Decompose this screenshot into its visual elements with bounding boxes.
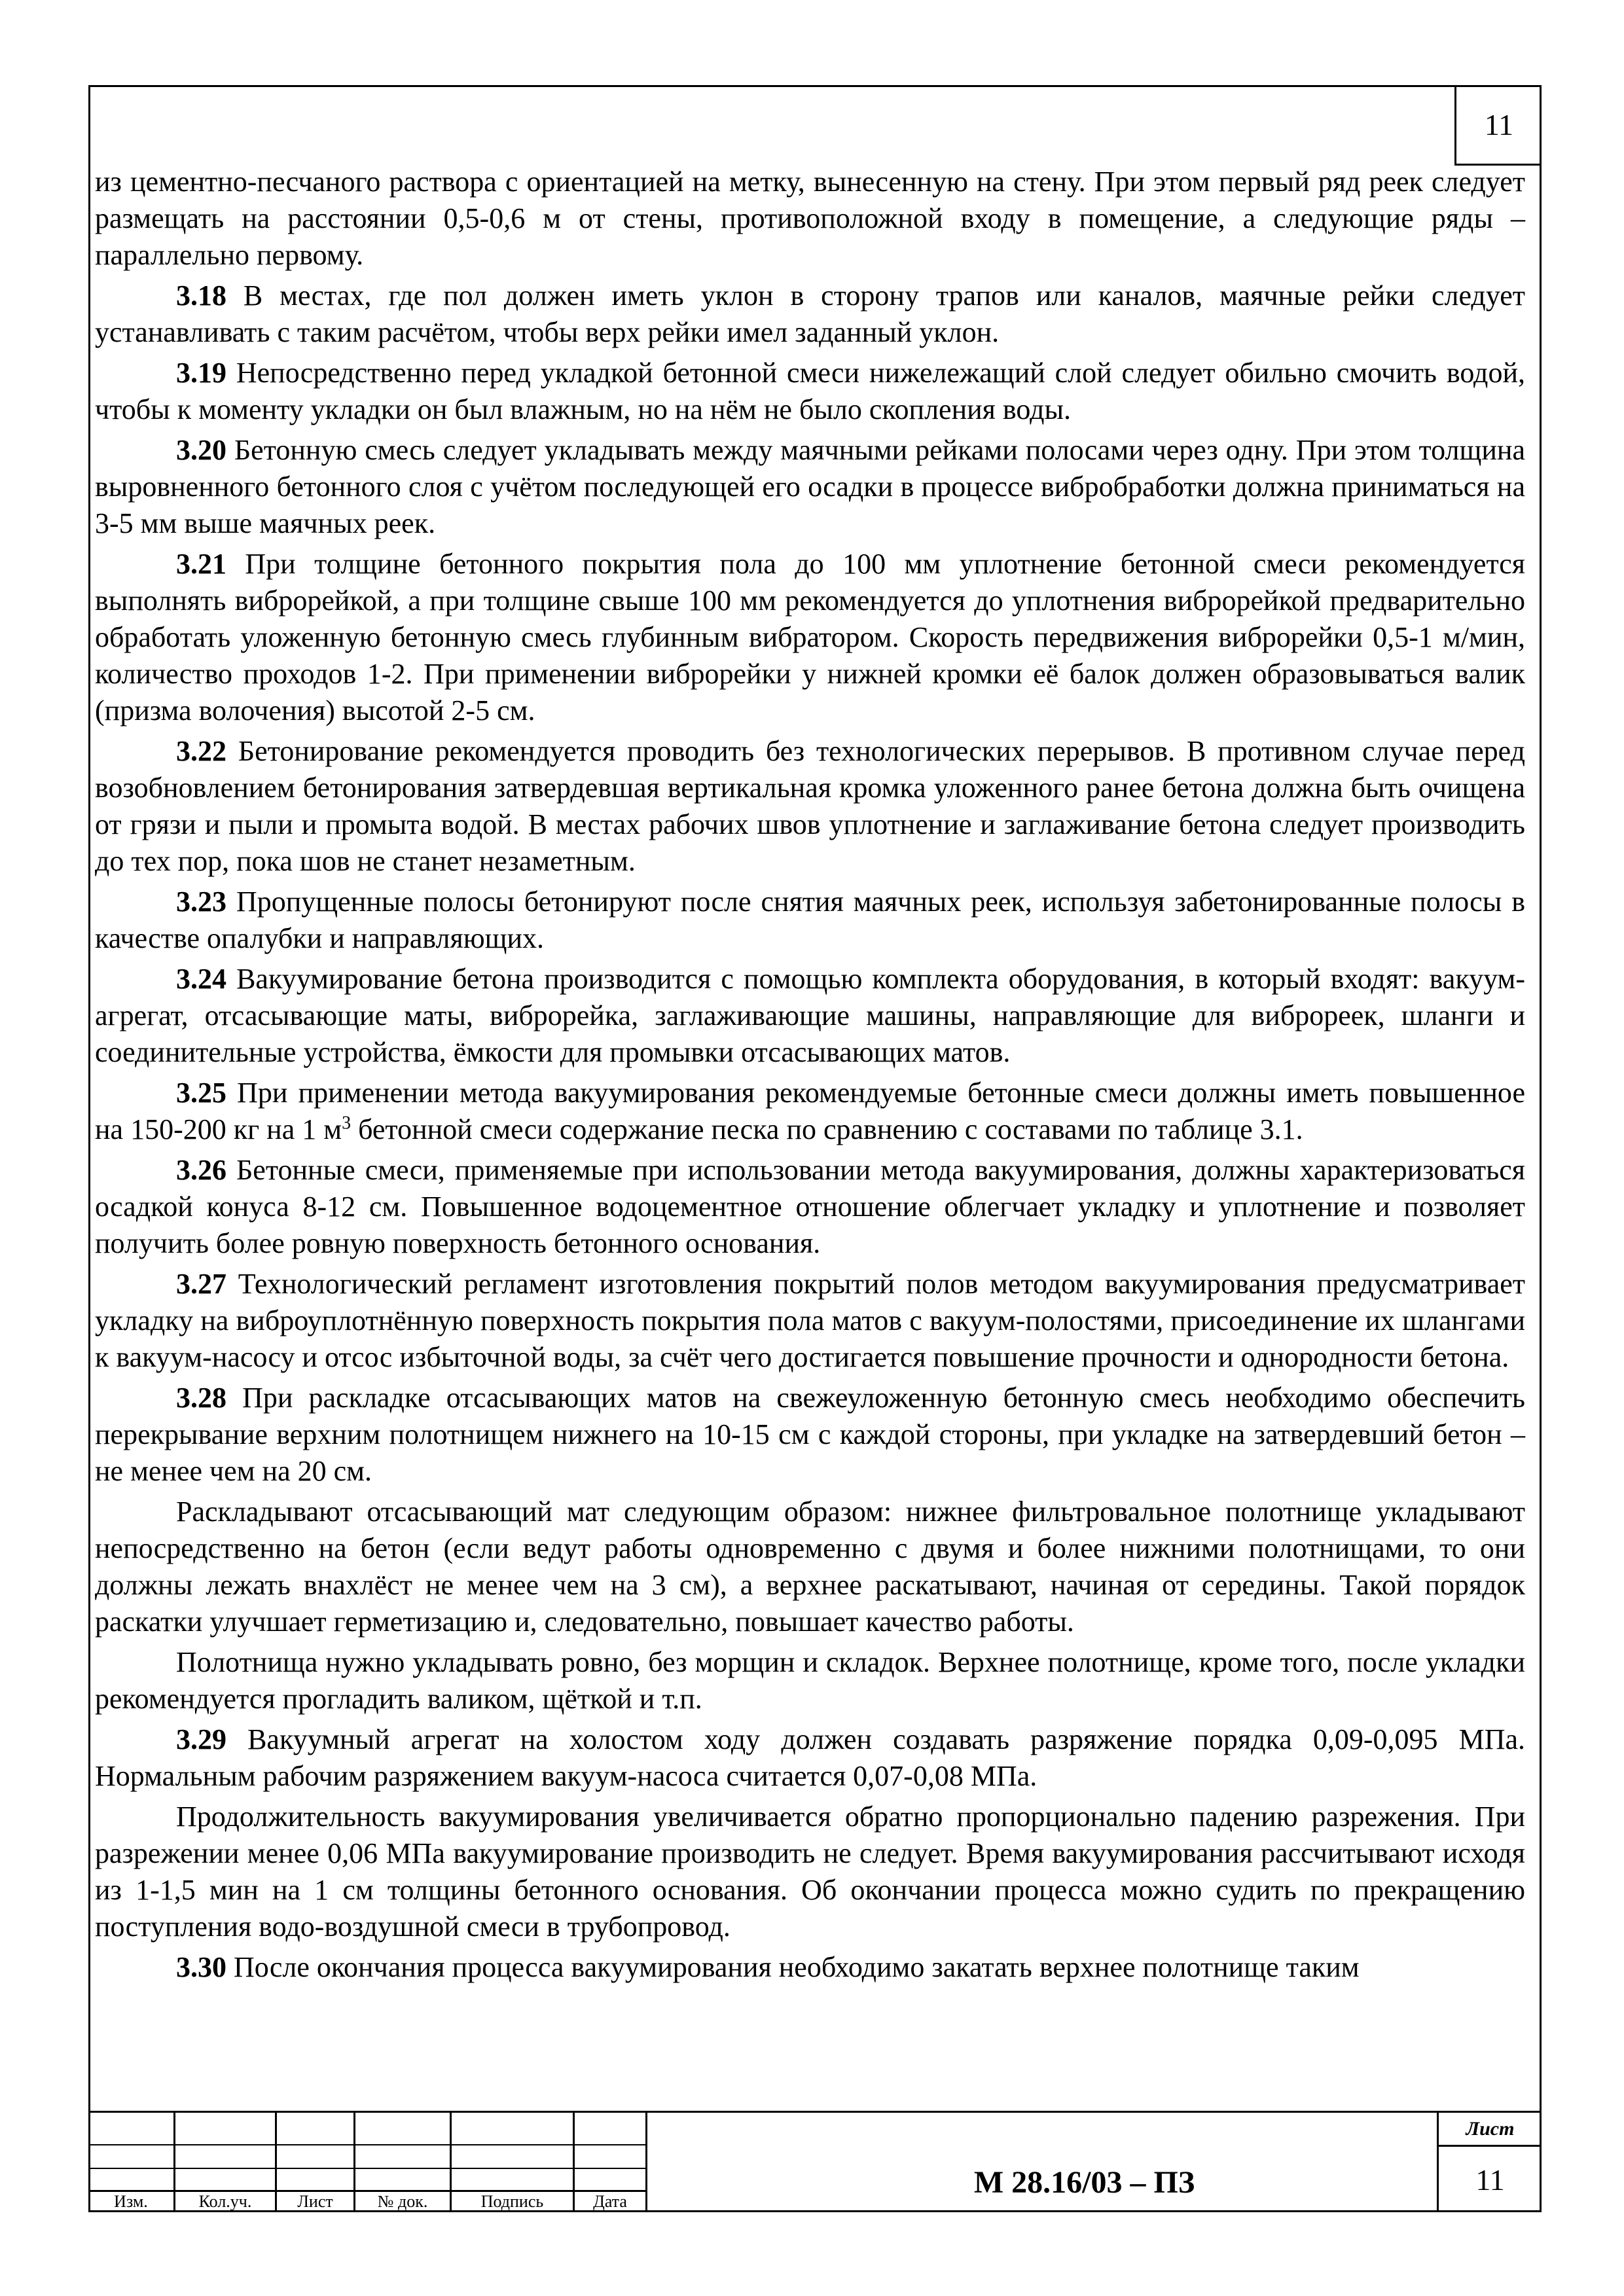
header-sheet: Лист (297, 2192, 333, 2211)
paragraph-3-30 (95, 1949, 1525, 1986)
clause-number: 3.24 (176, 963, 226, 995)
paragraph-3-24 (95, 961, 1525, 1071)
paragraph-3-21 (95, 546, 1525, 729)
paragraph (95, 1494, 1525, 1640)
clause-number: 3.22 (176, 735, 226, 767)
paragraph-text: Раскладывают отсасывающий мат следующим образом: нижнее фильтровальное полотнище укладывают непосредственно на бетон (если ведут работы одновременно с двумя и более нижними полотнищами, то они должны лежать внахлёст не менее чем на 3 см), а верхнее раскатывают, начиная от середины. Такой порядок раскатки улучшает герметизацию и, следовательно, повышает качество работы. (95, 1496, 1525, 1638)
paragraph-text: При толщине бетонного покрытия пола до 100 мм уплотнение бетонной смеси рекомендуется выполнять виброрейкой, а при толщине свыше 100 мм рекомендуется до уплотнения виброрейкой предварительно обработать уложенную бетонную смесь глубинным вибратором. Скорость передвижения виброрейки 0,5-1 м/мин, количество проходов 1-2. При применении виброрейки у нижней кромки её балок должен образовываться валик (призма волочения) высотой 2-5 см. (95, 548, 1525, 726)
clause-number: 3.23 (176, 886, 226, 918)
header-revision: Изм. (114, 2192, 148, 2211)
paragraph-text: При раскладке отсасывающих матов на свежеуложенную бетонную смесь необходимо обеспечить перекрывание верхним полотнищем нижнего на 10-15 см с каждой стороны, при укладке на затвердевший бетон – не менее чем на 20 см. (95, 1382, 1525, 1487)
paragraph-3-23 (95, 884, 1525, 957)
clause-number: 3.19 (176, 357, 226, 389)
clause-number: 3.27 (176, 1268, 226, 1300)
paragraph-text: Вакуумный агрегат на холостом ходу должен создавать разряжение порядка 0,09-0,095 МПа. Нормальным рабочим разряжением вакуум-насоса считается 0,07-0,08 МПа. (95, 1723, 1525, 1792)
clause-number: 3.26 (176, 1154, 226, 1186)
paragraph-text: После окончания процесса вакуумирования необходимо закатать верхнее полотнище таким (226, 1951, 1360, 1983)
paragraph (95, 1644, 1525, 1717)
paragraph-text: Технологический регламент изготовления покрытий полов методом вакуумирования предусматривает укладку на виброуплотнённую поверхность покрытия пола матов с вакуум-полостями, присоединение их шлангами к вакуум-насосу и отсос избыточной воды, за счёт чего достигается повышение прочности и однородности бетона. (95, 1268, 1525, 1373)
paragraph-text: из цементно-песчаного раствора с ориентацией на метку, вынесенную на стену. При этом первый ряд реек следует размещать на расстоянии 0,5-0,6 м от стены, противоположной входу в помещение, а следующие ряды – параллельно первому. (95, 166, 1525, 271)
paragraph-3-19 (95, 355, 1525, 428)
clause-number: 3.25 (176, 1077, 226, 1109)
paragraph-text: бетонной смеси содержание песка по сравнению с составами по таблице 3.1. (351, 1113, 1303, 1145)
paragraph-3-29 (95, 1721, 1525, 1795)
paragraph-3-22 (95, 733, 1525, 880)
paragraph (95, 1799, 1525, 1945)
paragraph-text: Бетонную смесь следует укладывать между маячными рейками полосами через одну. При этом толщина выровненного бетонного слоя с учётом последующей его осадки в процессе вибробработки должна приниматься на 3-5 мм выше маячных реек. (95, 434, 1525, 539)
title-block (88, 2111, 1542, 2212)
paragraph-text: Вакуумирование бетона производится с помощью комплекта оборудования, в который входят: вакуум-агрегат, отсасывающие маты, виброрейка, заглаживающие машины, направляющие для виброреек, шланги и соединительные устройства, ёмкости для промывки отсасывающих матов. (95, 963, 1525, 1068)
paragraph-3-20 (95, 432, 1525, 542)
header-signature: Подпись (480, 2192, 544, 2211)
document-body (95, 164, 1525, 1990)
paragraph-3-18 (95, 278, 1525, 351)
page-number: 11 (1454, 85, 1542, 166)
superscript: 3 (342, 1113, 352, 1134)
clause-number: 3.30 (176, 1951, 226, 1983)
paragraph-text: Продолжительность вакуумирования увеличивается обратно пропорционально падению разрежения. При разрежении менее 0,06 МПа вакуумирование производить не следует. Время вакуумирования рассчитывают исходя из 1-1,5 мин на 1 см толщины бетонного основания. Об окончании процесса можно судить по прекращению поступления водо-воздушной смеси в трубопровод. (95, 1801, 1525, 1943)
paragraph-3-26 (95, 1152, 1525, 1262)
paragraph-3-28 (95, 1380, 1525, 1490)
clause-number: 3.18 (176, 279, 226, 312)
sheet-label: Лист (1439, 2113, 1542, 2147)
clause-number: 3.29 (176, 1723, 226, 1755)
paragraph-text: Пропущенные полосы бетонируют после снятия маячных реек, используя забетонированные полосы в качестве опалубки и направляющих. (95, 886, 1525, 954)
document-code: М 28.16/03 – ПЗ (645, 2113, 1521, 2212)
header-quantity: Кол.уч. (198, 2192, 252, 2211)
sheet-box (1437, 2113, 1542, 2212)
paragraph-text: Непосредственно перед укладкой бетонной смеси нижележащий слой следует обильно смочить водой, чтобы к моменту укладки он был влажным, но на нём не было скопления воды. (95, 357, 1525, 425)
paragraph-text: Полотнища нужно укладывать ровно, без морщин и складок. Верхнее полотнище, кроме того, после укладки рекомендуется прогладить валиком, щёткой и т.п. (95, 1646, 1525, 1715)
paragraph-text: Бетонные смеси, применяемые при использовании метода вакуумирования, должны характеризоваться осадкой конуса 8-12 см. Повышенное водоцементное отношение облегчает укладку и уплотнение и позволяет получить более ровную поверхность бетонного основания. (95, 1154, 1525, 1259)
paragraph-text: Бетонирование рекомендуется проводить без технологических перерывов. В противном случае перед возобновлением бетонирования затвердевшая вертикальная кромка уложенного ранее бетона должна быть очищена от грязи и пыли и промыта водой. В местах рабочих швов уплотнение и заглаживание бетона следует производить до тех пор, пока шов не станет незаметным. (95, 735, 1525, 877)
clause-number: 3.20 (176, 434, 226, 466)
table-line (88, 2168, 645, 2169)
clause-number: 3.21 (176, 548, 226, 580)
table-line (88, 2144, 645, 2145)
sheet-number: 11 (1475, 2162, 1505, 2197)
header-doc-number: № док. (377, 2192, 428, 2211)
revision-table (88, 2113, 645, 2212)
paragraph-3-25 (95, 1075, 1525, 1148)
header-date: Дата (593, 2192, 627, 2211)
paragraph-3-27 (95, 1266, 1525, 1376)
paragraph-text: При применении метода вакуумирования рекомендуемые бетонные смеси должны иметь повышенное на 150-200 кг на 1 м (95, 1077, 1525, 1145)
paragraph-text: В местах, где пол должен иметь уклон в сторону трапов или каналов, маячные рейки следует устанавливать с таким расчётом, чтобы верх рейки имел заданный уклон. (95, 279, 1525, 348)
paragraph (95, 164, 1525, 274)
clause-number: 3.28 (176, 1382, 226, 1414)
